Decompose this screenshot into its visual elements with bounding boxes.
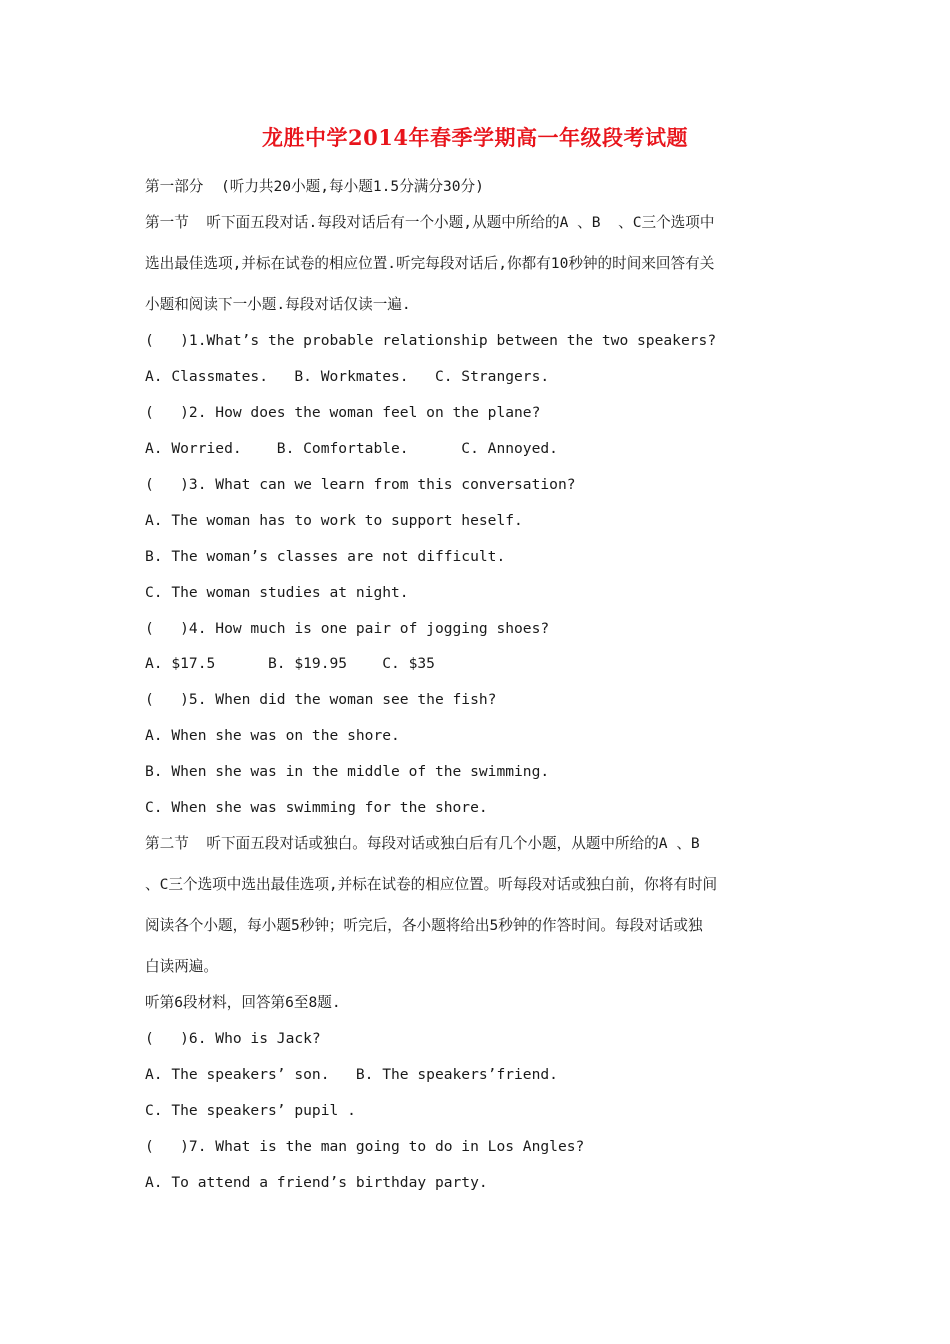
section-two-instructions-line-3: 阅读各个小题，每小题5秒钟；听完后，各小题将给出5秒钟的作答时间。每段对话或独 (145, 917, 703, 934)
question-2: ( )2. How does the woman feel on the plane? (145, 404, 541, 421)
part-one-heading: 第一部分 (听力共20小题,每小题1.5分满分30分) (145, 178, 484, 195)
section-two-instructions-line-2: 、C三个选项中选出最佳选项,并标在试卷的相应位置。听每段对话或独白前，你将有时间 (145, 876, 718, 893)
question-6-options-ab: A. The speakers’ son. B. The speakers’friend. (145, 1066, 558, 1083)
question-7: ( )7. What is the man going to do in Los Angles? (145, 1138, 585, 1155)
question-5-option-b: B. When she was in the middle of the swimming. (145, 763, 550, 780)
question-1: ( )1.What’s the probable relationship between the two speakers? (145, 332, 717, 349)
question-5-option-c: C. When she was swimming for the shore. (145, 799, 488, 816)
question-6-option-c: C. The speakers’ pupil . (145, 1102, 356, 1119)
section-two-instructions-line-1: 第二节 听下面五段对话或独白。每段对话或独白后有几个小题，从题中所给的A 、B (145, 835, 700, 852)
question-2-options: A. Worried. B. Comfortable. C. Annoyed. (145, 440, 558, 457)
exam-title: 龙胜中学2014年春季学期高一年级段考试题 (262, 125, 688, 150)
question-3-option-c: C. The woman studies at night. (145, 584, 409, 601)
section-one-instructions-line-1: 第一节 听下面五段对话.每段对话后有一个小题,从题中所给的A 、B 、C三个选项中 (145, 214, 715, 231)
section-one-instructions-line-2: 选出最佳选项,并标在试卷的相应位置.听完每段对话后,你都有10秒钟的时间来回答有关 (145, 255, 715, 272)
question-4-options: A. $17.5 B. $19.95 C. $35 (145, 655, 435, 672)
question-5-option-a: A. When she was on the shore. (145, 727, 400, 744)
section-one-instructions-line-3: 小题和阅读下一小题.每段对话仅读一遍. (145, 296, 411, 313)
question-1-options: A. Classmates. B. Workmates. C. Strangers. (145, 368, 550, 385)
question-3: ( )3. What can we learn from this conversation? (145, 476, 576, 493)
question-3-option-a: A. The woman has to work to support heself. (145, 512, 523, 529)
question-7-option-a: A. To attend a friend’s birthday party. (145, 1174, 488, 1191)
material-6-heading: 听第6段材料，回答第6至8题. (145, 994, 341, 1011)
question-6: ( )6. Who is Jack? (145, 1030, 321, 1047)
question-3-option-b: B. The woman’s classes are not difficult. (145, 548, 506, 565)
question-5: ( )5. When did the woman see the fish? (145, 691, 497, 708)
section-two-instructions-line-4: 白读两遍。 (145, 958, 218, 975)
question-4: ( )4. How much is one pair of jogging shoes? (145, 620, 550, 637)
